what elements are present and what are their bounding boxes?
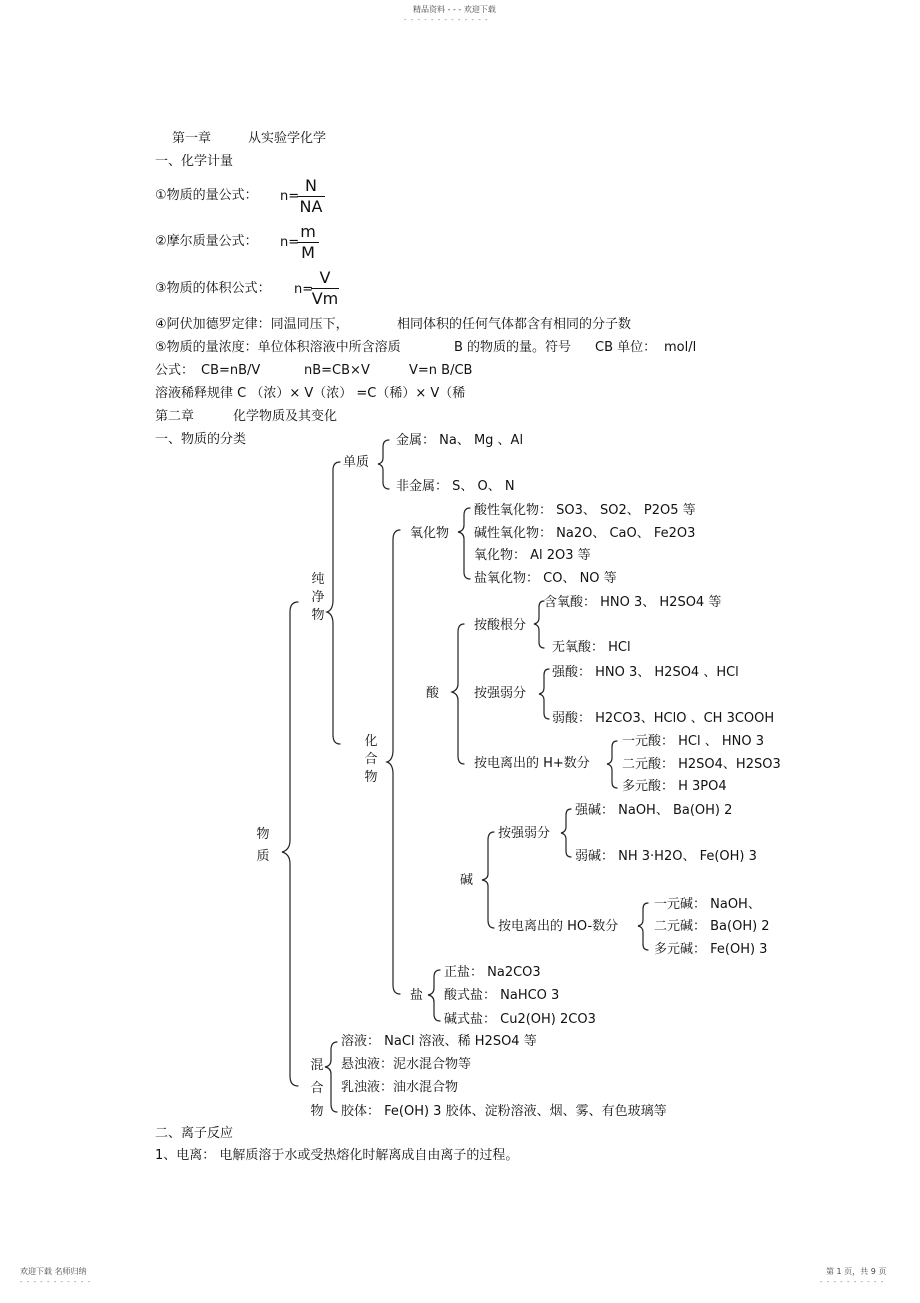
chapter2-title: 化学物质及其变化 [233, 409, 338, 424]
item-polyprotic-acid: 多元酸： H 3PO4 [622, 779, 727, 794]
label-element: 单质 [343, 455, 370, 470]
item-amphoteric-oxide: 氧化物： Al 2O3 等 [474, 548, 591, 563]
item-emulsion: 乳浊液：油水混合物 [341, 1080, 459, 1095]
formula-line-n: nB=CB×V [304, 363, 370, 378]
label-compound-char2: 合 [364, 752, 378, 767]
item-monoprotic-acid: 一元酸： HCl 、 HNO 3 [622, 734, 764, 749]
item-acidic-oxide: 酸性氧化物： SO3、 SO2、 P2O5 等 [474, 503, 696, 518]
label-pure-char3: 物 [311, 608, 325, 623]
item-normal-salt: 正盐： Na2CO3 [444, 965, 541, 980]
label-mixture [310, 1057, 324, 1121]
item-diacidic-base: 二元碱： Ba(OH) 2 [654, 919, 770, 934]
label-pure-char1: 纯 [311, 572, 325, 587]
item-hydracid: 无氧酸： HCl [552, 640, 631, 655]
label-matter-char1: 物 [256, 827, 270, 842]
label-salt: 盐 [410, 988, 424, 1003]
ionization-definition: 1、电离： 电解质溶于水或受热熔化时解离成自由离子的过程。 [155, 1148, 519, 1163]
label-compound-char1: 化 [364, 734, 378, 749]
section-classification: 一、物质的分类 [155, 432, 247, 447]
formula-line-label: 公式： [155, 363, 195, 378]
label-by-oh-count: 按电离出的 HO-数分 [498, 919, 619, 934]
label-compound-char3: 物 [364, 770, 378, 785]
item-polyacidic-base: 多元碱： Fe(OH) 3 [654, 942, 768, 957]
label-by-h-count: 按电离出的 H+数分 [474, 756, 590, 771]
concentration-line-b: B 的物质的量。符号 [454, 340, 572, 355]
formula1-numerator: N [305, 176, 317, 195]
item-colloid: 胶体： Fe(OH) 3 胶体、淀粉溶液、烟、雾、有色玻璃等 [341, 1104, 667, 1119]
item-acid-salt: 酸式盐： NaHCO 3 [444, 988, 560, 1003]
formula3-numerator: V [319, 268, 331, 287]
concentration-line-a: ⑤物质的量浓度：单位体积溶液中所含溶质 [155, 340, 401, 355]
label-base-by-strength: 按强弱分 [498, 826, 551, 841]
formula-line-c: CB=nB/V [201, 363, 261, 378]
item-solution: 溶液： NaCl 溶液、稀 H2SO4 等 [341, 1034, 537, 1049]
label-compound [364, 733, 378, 787]
footer-left-text: 欢迎下载 名师归纳 [20, 1267, 87, 1276]
concentration-line-c: CB 单位： [595, 340, 657, 355]
item-diprotic-acid: 二元酸： H2SO4、H2SO3 [622, 757, 781, 772]
chapter1-number: 第一章 [172, 131, 212, 146]
label-by-radical: 按酸根分 [474, 618, 527, 633]
footer-right-dots: - - - - - - - - - - [820, 1278, 885, 1286]
formula2-label: ②摩尔质量公式： [155, 234, 258, 249]
concentration-line-d: mol/l [664, 340, 697, 355]
item-oxyacid: 含氧酸： HNO 3、 H2SO4 等 [544, 595, 722, 610]
item-monoacidic-base: 一元碱： NaOH、 [654, 897, 761, 912]
formula2-lhs: n= [280, 235, 300, 250]
label-base: 碱 [460, 873, 474, 888]
label-acid-by-strength: 按强弱分 [474, 686, 527, 701]
label-mixture-char3: 物 [310, 1104, 324, 1119]
footer-page-number: 第 1 页，共 9 页 [826, 1267, 887, 1276]
item-weak-base: 弱碱： NH 3·H2O、 Fe(OH) 3 [575, 849, 757, 864]
avogadro-law-b: 相同体积的任何气体都含有相同的分子数 [397, 317, 632, 332]
section-ionic-reaction: 二、离子反应 [155, 1126, 234, 1141]
page-header-text: 精品资料 - - - 欢迎下载 [413, 5, 496, 14]
avogadro-law-a: ④阿伏加德罗定律：同温同压下， [155, 317, 349, 332]
label-mixture-char2: 合 [310, 1081, 324, 1096]
page-header-dots: - - - - - - - - - - - - - [404, 16, 489, 24]
formula1-denominator: NA [297, 196, 325, 215]
chapter1-title: 从实验学化学 [248, 131, 327, 146]
formula1-lhs: n= [280, 189, 300, 204]
formula-line-v: V=n B/CB [409, 363, 473, 378]
label-mixture-char1: 混 [310, 1058, 324, 1073]
formula3-lhs: n= [294, 282, 314, 297]
label-acid: 酸 [426, 686, 440, 701]
label-matter [256, 826, 270, 866]
dilution-rule: 溶液稀释规律 C （浓）× V（浓） =C（稀）× V（稀 [155, 386, 466, 401]
section-chemical-measurement: 一、化学计量 [155, 154, 234, 169]
formula1-label: ①物质的量公式： [155, 188, 258, 203]
formula2-numerator: m [300, 222, 316, 241]
item-neutral-oxide: 盐氧化物： CO、 NO 等 [474, 571, 617, 586]
label-matter-char2: 质 [256, 849, 270, 864]
item-weak-acid: 弱酸： H2CO3、HClO 、CH 3COOH [552, 711, 775, 726]
item-nonmetal: 非金属： S、 O、 N [396, 479, 515, 494]
item-metal: 金属： Na、 Mg 、Al [396, 433, 524, 448]
chapter2-number: 第二章 [155, 409, 195, 424]
item-suspension: 悬浊液：泥水混合物等 [341, 1057, 472, 1072]
item-strong-base: 强碱： NaOH、 Ba(OH) 2 [575, 803, 733, 818]
item-basic-salt: 碱式盐： Cu2(OH) 2CO3 [444, 1012, 596, 1027]
item-strong-acid: 强酸： HNO 3、 H2SO4 、HCl [552, 665, 739, 680]
label-pure-substance [311, 571, 325, 625]
label-pure-char2: 净 [311, 590, 325, 605]
footer-left-dots: - - - - - - - - - - - [20, 1278, 92, 1286]
formula3-label: ③物质的体积公式： [155, 281, 271, 296]
label-oxide: 氧化物 [410, 526, 450, 541]
formula3-denominator: Vm [311, 289, 339, 308]
item-basic-oxide: 碱性氧化物： Na2O、 CaO、 Fe2O3 [474, 526, 696, 541]
formula2-denominator: M [297, 242, 319, 261]
